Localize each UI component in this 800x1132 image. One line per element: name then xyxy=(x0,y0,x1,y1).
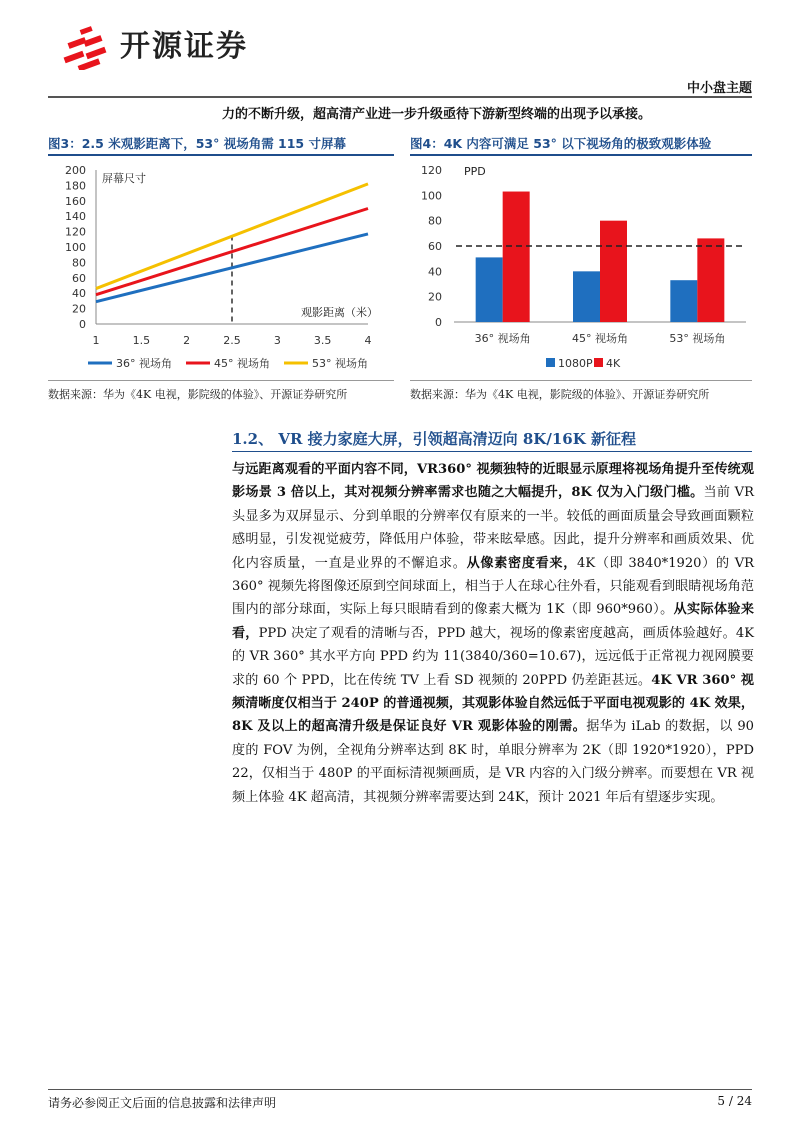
footer-disclaimer: 请务必参阅正文后面的信息披露和法律声明 xyxy=(48,1096,277,1110)
legend-label: 45° 视场角 xyxy=(214,357,270,370)
bar-1080P xyxy=(670,280,697,322)
x-tick-label: 36° 视场角 xyxy=(474,332,531,345)
y-tick-label: 20 xyxy=(72,302,86,316)
x-tick-label: 53° 视场角 xyxy=(669,332,726,345)
legend-label: 1080P xyxy=(558,357,593,370)
legend-label: 4K xyxy=(606,357,621,370)
x-tick-label: 45° 视场角 xyxy=(572,332,628,345)
figure4-bar-chart xyxy=(410,158,752,378)
legend-swatch xyxy=(546,358,555,367)
figure4-title: 图4：4K 内容可满足 53° 以下视场角的极致观影体验 xyxy=(410,136,712,151)
legend-swatch xyxy=(594,358,603,367)
y-tick-label: 40 xyxy=(428,265,442,279)
section-heading: 1.2、 VR 接力家庭大屏，引领超高清迈向 8K/16K 新征程 xyxy=(232,430,636,448)
y-tick-label: 100 xyxy=(65,241,86,254)
figure3-source: 数据来源：华为《4K 电视，影院级的体验》、开源证券研究所 xyxy=(48,388,348,401)
paragraph-run: 当前 VR 头显多为双屏显示、分到单眼的分辨率仅有原来的一半。较低的画面质量会导致画面颗粒感明显，引发视觉疲劳，降低用户体验，带来眩晕感。因此，提升分辨率和画质效果、优化内容质量，一直是业界的不懈追求。 xyxy=(232,485,754,571)
x-tick-label: 3.5 xyxy=(313,334,332,347)
legend-label: 53° 视场角 xyxy=(312,357,368,370)
paragraph-run: 从实际体验来看， xyxy=(232,602,754,641)
y-tick-label: 80 xyxy=(72,256,86,270)
header-divider xyxy=(48,96,752,98)
y-tick-label: 20 xyxy=(428,290,442,304)
paragraph-run: 4K VR 360° 视频清晰度仅相当于 240P 的普通视频，其观影体验自然远低于平面电视观影的 4K 效果，8K 及以上的超高清升级是保证良好 VR 观影体验的刚需。 xyxy=(232,672,754,735)
y-axis-label: PPD xyxy=(464,165,486,178)
x-axis-label: 观影距离（米） xyxy=(301,306,378,319)
intro-line: 力的不断升级，超高清产业进一步升级亟待下游新型终端的出现予以承接。 xyxy=(222,107,652,122)
figure3-title-rule xyxy=(48,154,394,156)
figure4-source: 数据来源：华为《4K 电视，影院级的体验》、开源证券研究所 xyxy=(410,388,710,401)
bar-4K xyxy=(600,221,627,322)
x-tick-label: 1 xyxy=(92,334,100,347)
figure3-bottom-rule xyxy=(48,380,394,381)
paragraph-run: PPD 决定了观看的清晰与否，PPD 越大，视场的像素密度越高，画质体验越好。4K 的 VR 360° 其水平方向 PPD 约为 11(3840/360=10.67)，远远低于正常视力视网膜要求的 60 个 PPD，比在传统 TV 上看 SD 视频的 20PPD 仍差距甚远。 xyxy=(232,625,754,688)
y-tick-label: 60 xyxy=(428,240,442,253)
brand-logo xyxy=(60,24,320,70)
y-tick-label: 40 xyxy=(72,287,86,301)
page-number: 5 / 24 xyxy=(717,1094,752,1108)
y-tick-label: 120 xyxy=(65,225,86,239)
y-tick-label: 200 xyxy=(65,164,86,177)
y-tick-label: 180 xyxy=(65,179,86,193)
y-tick-label: 160 xyxy=(65,194,86,208)
y-tick-label: 60 xyxy=(72,271,86,285)
footer-divider xyxy=(48,1089,752,1090)
x-tick-label: 1.5 xyxy=(132,334,151,347)
legend-label: 36° 视场角 xyxy=(116,357,172,370)
x-tick-label: 2 xyxy=(183,334,191,347)
paragraph-run: 与远距离观看的平面内容不同，VR360° 视频独特的近眼显示原理将视场角提升至传统观影场景 3 倍以上，其对视频分辨率需求也随之大幅提升，8K 仅为入门级门槛。 xyxy=(232,462,754,501)
paragraph-run: 从像素密度看来， xyxy=(466,555,578,571)
x-tick-label: 3 xyxy=(273,334,281,347)
figure4-bottom-rule xyxy=(410,380,752,381)
bar-4K xyxy=(503,192,530,322)
brand-mark-icon xyxy=(60,24,116,70)
y-tick-label: 0 xyxy=(79,318,86,331)
y-tick-label: 0 xyxy=(435,316,442,329)
x-tick-label: 2.5 xyxy=(223,334,241,347)
figure3-line-chart xyxy=(48,158,394,378)
section-paragraph xyxy=(232,458,754,809)
brand-name: 开源证券 xyxy=(120,29,248,64)
y-axis-label: 屏幕尺寸 xyxy=(102,172,146,185)
y-tick-label: 80 xyxy=(428,214,442,228)
y-tick-label: 120 xyxy=(421,164,442,177)
figure4-title-rule xyxy=(410,154,752,156)
bar-1080P xyxy=(573,271,600,322)
paragraph-run: 4K（即 3840*1920）的 VR 360° 视频先将图像还原到空间球面上，相当于人在球心往外看，只能观看到眼睛视场角范围内的部分球面，实际上每只眼睛看到的像素大概为 1K（即 960*960）。 xyxy=(232,555,755,618)
bar-4K xyxy=(697,238,724,322)
figure3-title: 图3：2.5 米观影距离下，53° 视场角需 115 寸屏幕 xyxy=(48,136,346,151)
x-tick-label: 4 xyxy=(364,334,372,347)
bar-1080P xyxy=(476,257,503,322)
y-tick-label: 100 xyxy=(421,189,442,203)
section-body xyxy=(232,458,754,809)
y-tick-label: 140 xyxy=(65,210,86,224)
section-heading-rule xyxy=(232,451,752,452)
paragraph-run: 据华为 iLab 的数据，以 90 度的 FOV 为例，全视角分辨率达到 8K 时，单眼分辨率为 2K（即 1920*1920），PPD 22，仅相当于 480P 的平面标清视频画质，是 VR 内容的入门级分辨率。而要想在 VR 视频上体验 4K 超高清，其视频分辨率需要达到 24K，预计 2021 年后有望逐步实现。 xyxy=(232,719,754,805)
section-tag: 中小盘主题 xyxy=(686,81,752,96)
